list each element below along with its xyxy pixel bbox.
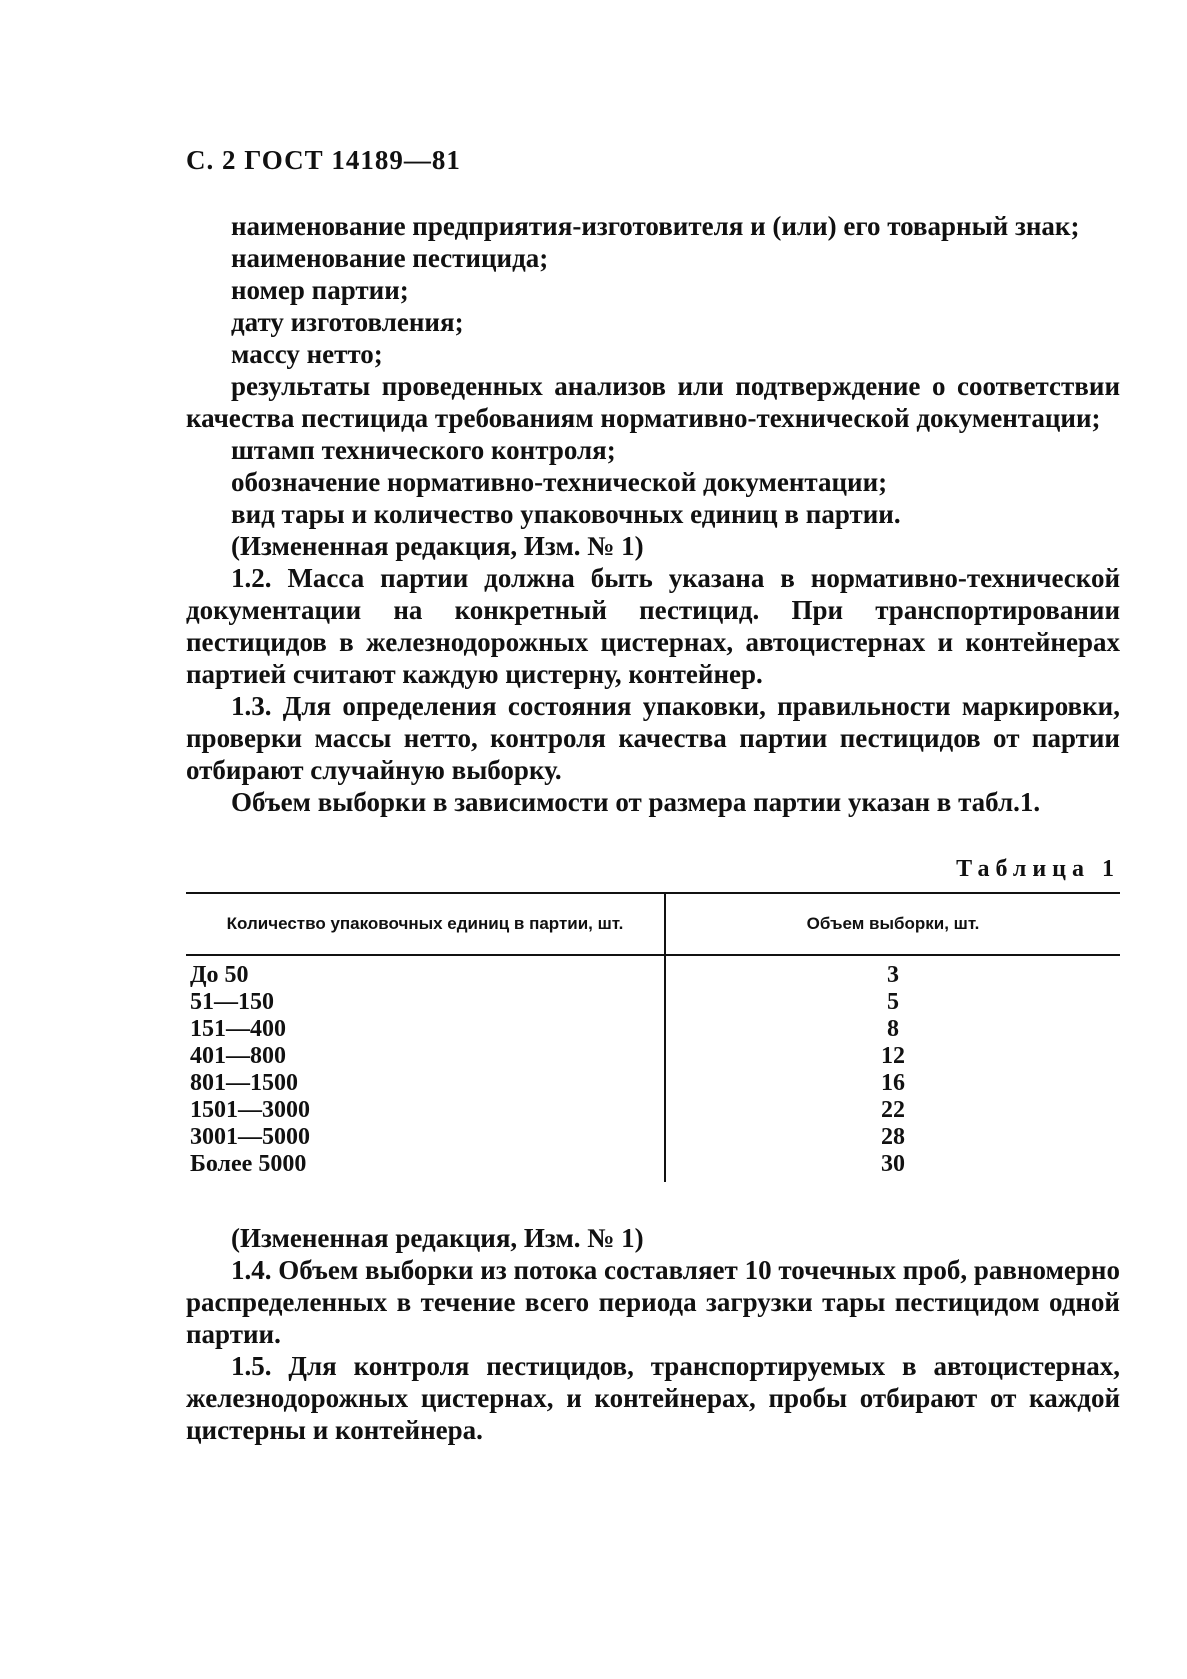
cell-lot-size: 1501—3000 bbox=[186, 1097, 665, 1124]
table-row bbox=[186, 1043, 1120, 1070]
paragraph-1-5: 1.5. Для контроля пестицидов, транспортируемых в автоцистернах, железнодорожных цистернах, и контейнерах, пробы отбирают от каждой цистерны и контейнера. bbox=[186, 1351, 1120, 1445]
column-header-lot-size: Количество упаковочных единиц в партии, шт. bbox=[186, 893, 665, 955]
table-row bbox=[186, 1016, 1120, 1043]
paragraph-1-3: 1.3. Для определения состояния упаковки, правильности маркировки, проверки массы нетто, контроля качества партии пестицидов от партии отбирают случайную выборку. bbox=[186, 691, 1120, 785]
table-row bbox=[186, 1070, 1120, 1097]
table-header-row bbox=[186, 893, 1120, 955]
sample-size-table bbox=[186, 892, 1120, 1182]
paragraph-sample-volume: Объем выборки в зависимости от размера партии указан в табл.1. bbox=[231, 787, 1041, 817]
document-page bbox=[186, 140, 1120, 1446]
cell-lot-size: 51—150 bbox=[186, 989, 665, 1016]
table-row bbox=[186, 1151, 1120, 1182]
table-row bbox=[186, 989, 1120, 1016]
cell-lot-size: До 50 bbox=[186, 955, 665, 989]
cell-lot-size: 3001—5000 bbox=[186, 1124, 665, 1151]
cell-sample-volume: 16 bbox=[881, 1070, 905, 1096]
list-item: результаты проведенных анализов или подтверждение о соответствии качества пестицида требованиям нормативно-технической документации; bbox=[186, 371, 1120, 433]
list-item: массу нетто; bbox=[231, 339, 383, 369]
table-row bbox=[186, 1097, 1120, 1124]
list-item: наименование пестицида; bbox=[231, 243, 549, 273]
amendment-note: (Измененная редакция, Изм. № 1) bbox=[231, 531, 644, 561]
paragraph-1-4: 1.4. Объем выборки из потока составляет 10 точечных проб, равномерно распределенных в течение всего периода загрузки тары пестицидом одной партии. bbox=[186, 1255, 1120, 1349]
table-row bbox=[186, 955, 1120, 989]
cell-sample-volume: 3 bbox=[887, 962, 899, 988]
spacer bbox=[186, 1182, 1120, 1222]
table-title: Таблица 1 bbox=[956, 856, 1120, 882]
cell-sample-volume: 22 bbox=[881, 1097, 905, 1123]
list-item: вид тары и количество упаковочных единиц в партии. bbox=[231, 499, 901, 529]
table-row bbox=[186, 1124, 1120, 1151]
list-item: штамп технического контроля; bbox=[231, 435, 616, 465]
list-item: обозначение нормативно-технической документации; bbox=[231, 467, 888, 497]
cell-lot-size: 801—1500 bbox=[186, 1070, 665, 1097]
list-item: номер партии; bbox=[231, 275, 409, 305]
amendment-note: (Измененная редакция, Изм. № 1) bbox=[231, 1223, 644, 1253]
cell-sample-volume: 12 bbox=[881, 1043, 905, 1069]
cell-lot-size: 151—400 bbox=[186, 1016, 665, 1043]
page-header: С. 2 ГОСТ 14189—81 bbox=[186, 145, 461, 175]
cell-sample-volume: 30 bbox=[881, 1151, 905, 1177]
list-item: дату изготовления; bbox=[231, 307, 464, 337]
list-item: наименование предприятия-изготовителя и (или) его товарный знак; bbox=[231, 211, 1080, 241]
cell-sample-volume: 28 bbox=[881, 1124, 905, 1150]
cell-lot-size: Более 5000 bbox=[186, 1151, 665, 1182]
column-header-sample-volume: Объем выборки, шт. bbox=[665, 893, 1120, 955]
cell-sample-volume: 5 bbox=[887, 989, 899, 1015]
paragraph-1-2: 1.2. Масса партии должна быть указана в нормативно-технической документации на конкретный пестицид. При транспортировании пестицидов в железнодорожных цистернах, автоцистернах и контейнерах партией считают каждую цистерну, контейнер. bbox=[186, 563, 1120, 689]
cell-lot-size: 401—800 bbox=[186, 1043, 665, 1070]
cell-sample-volume: 8 bbox=[887, 1016, 899, 1042]
